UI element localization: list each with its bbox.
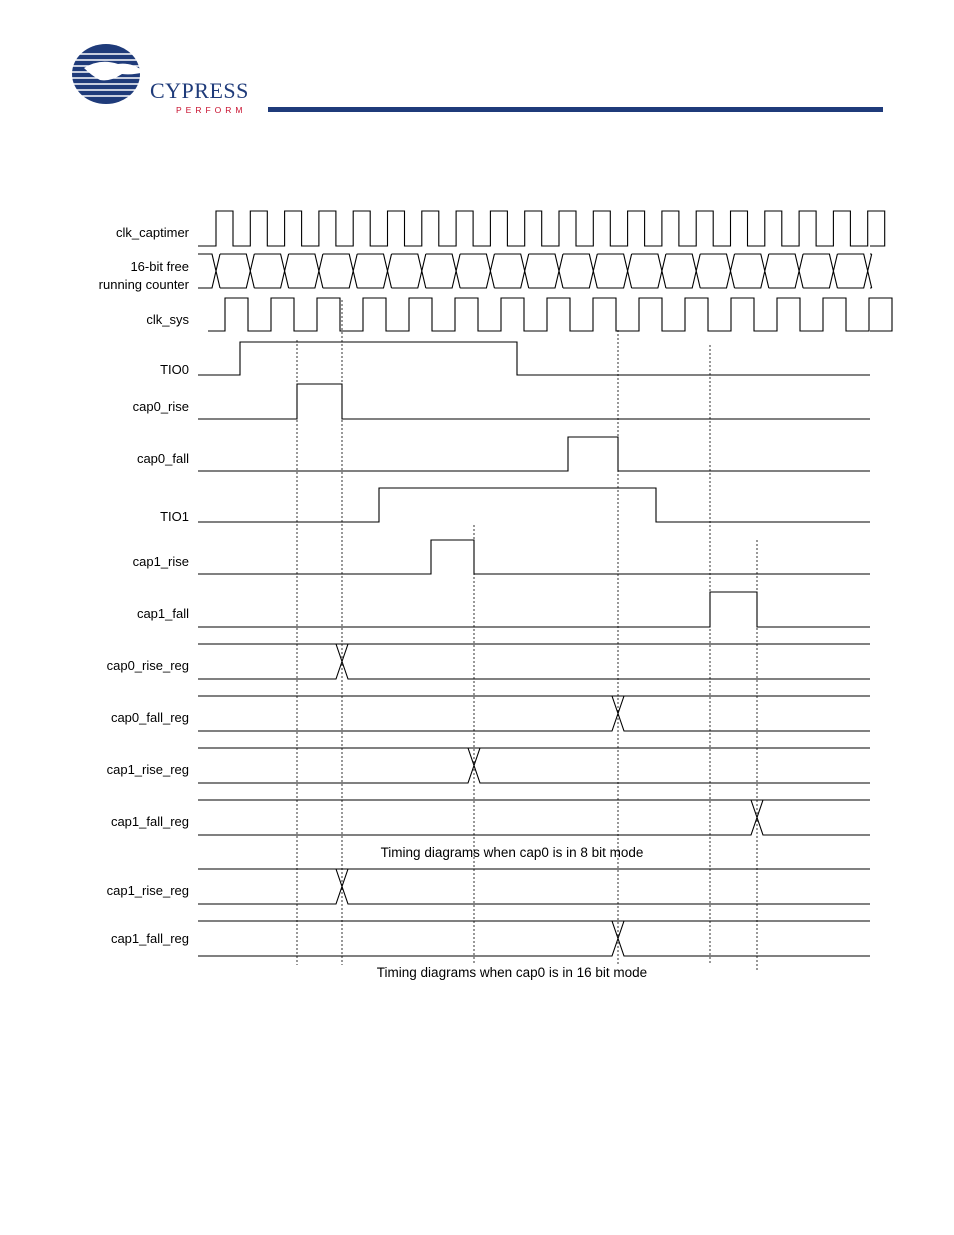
wave-cap1-fall-reg <box>198 800 870 835</box>
wave-cap1-rise <box>198 540 870 574</box>
label-cap0-fall: cap0_fall <box>136 451 189 466</box>
label-cap1-rise-reg-16: cap1_rise_reg <box>106 883 189 898</box>
wave-counter-bus <box>198 254 872 288</box>
label-clk-captimer: clk_captimer <box>116 225 189 240</box>
label-clk-sys: clk_sys <box>146 312 189 327</box>
label-cap0-fall-reg: cap0_fall_reg <box>110 710 189 725</box>
label-tio0: TIO0 <box>160 362 189 377</box>
wave-cap1-rise-reg <box>198 748 870 783</box>
wave-tio0 <box>198 342 870 375</box>
wave-cap0-rise-reg <box>198 644 870 679</box>
wave-cap0-fall-reg <box>198 696 870 731</box>
label-cap1-rise-reg: cap1_rise_reg <box>106 762 189 777</box>
wave-cap0-fall <box>198 437 870 471</box>
caption-8bit-mode: Timing diagrams when cap0 is in 8 bit mode <box>380 845 644 860</box>
label-tio1: TIO1 <box>160 509 189 524</box>
label-cap1-fall-reg: cap1_fall_reg <box>110 814 189 829</box>
logo-tagline: PERFORM <box>176 105 247 115</box>
wave-clk-captimer <box>198 211 885 246</box>
wave-cap1-fall-reg-16 <box>198 921 870 956</box>
label-counter-line1: 16-bit free <box>130 259 189 274</box>
wave-clk-sys <box>208 298 892 331</box>
wave-tio1 <box>198 488 870 522</box>
caption-16bit-mode: Timing diagrams when cap0 is in 16 bit mode <box>376 965 648 980</box>
label-cap0-rise: cap0_rise <box>132 399 189 414</box>
wave-cap0-rise <box>198 384 870 419</box>
label-cap0-rise-reg: cap0_rise_reg <box>106 658 189 673</box>
label-cap1-fall-reg-16: cap1_fall_reg <box>110 931 189 946</box>
label-cap1-rise: cap1_rise <box>132 554 189 569</box>
label-cap1-fall: cap1_fall <box>136 606 189 621</box>
logo-text: CYPRESS <box>150 78 249 103</box>
wave-cap1-rise-reg-16 <box>198 869 870 904</box>
label-counter-line2: running counter <box>98 277 189 292</box>
wave-cap1-fall <box>198 592 870 627</box>
